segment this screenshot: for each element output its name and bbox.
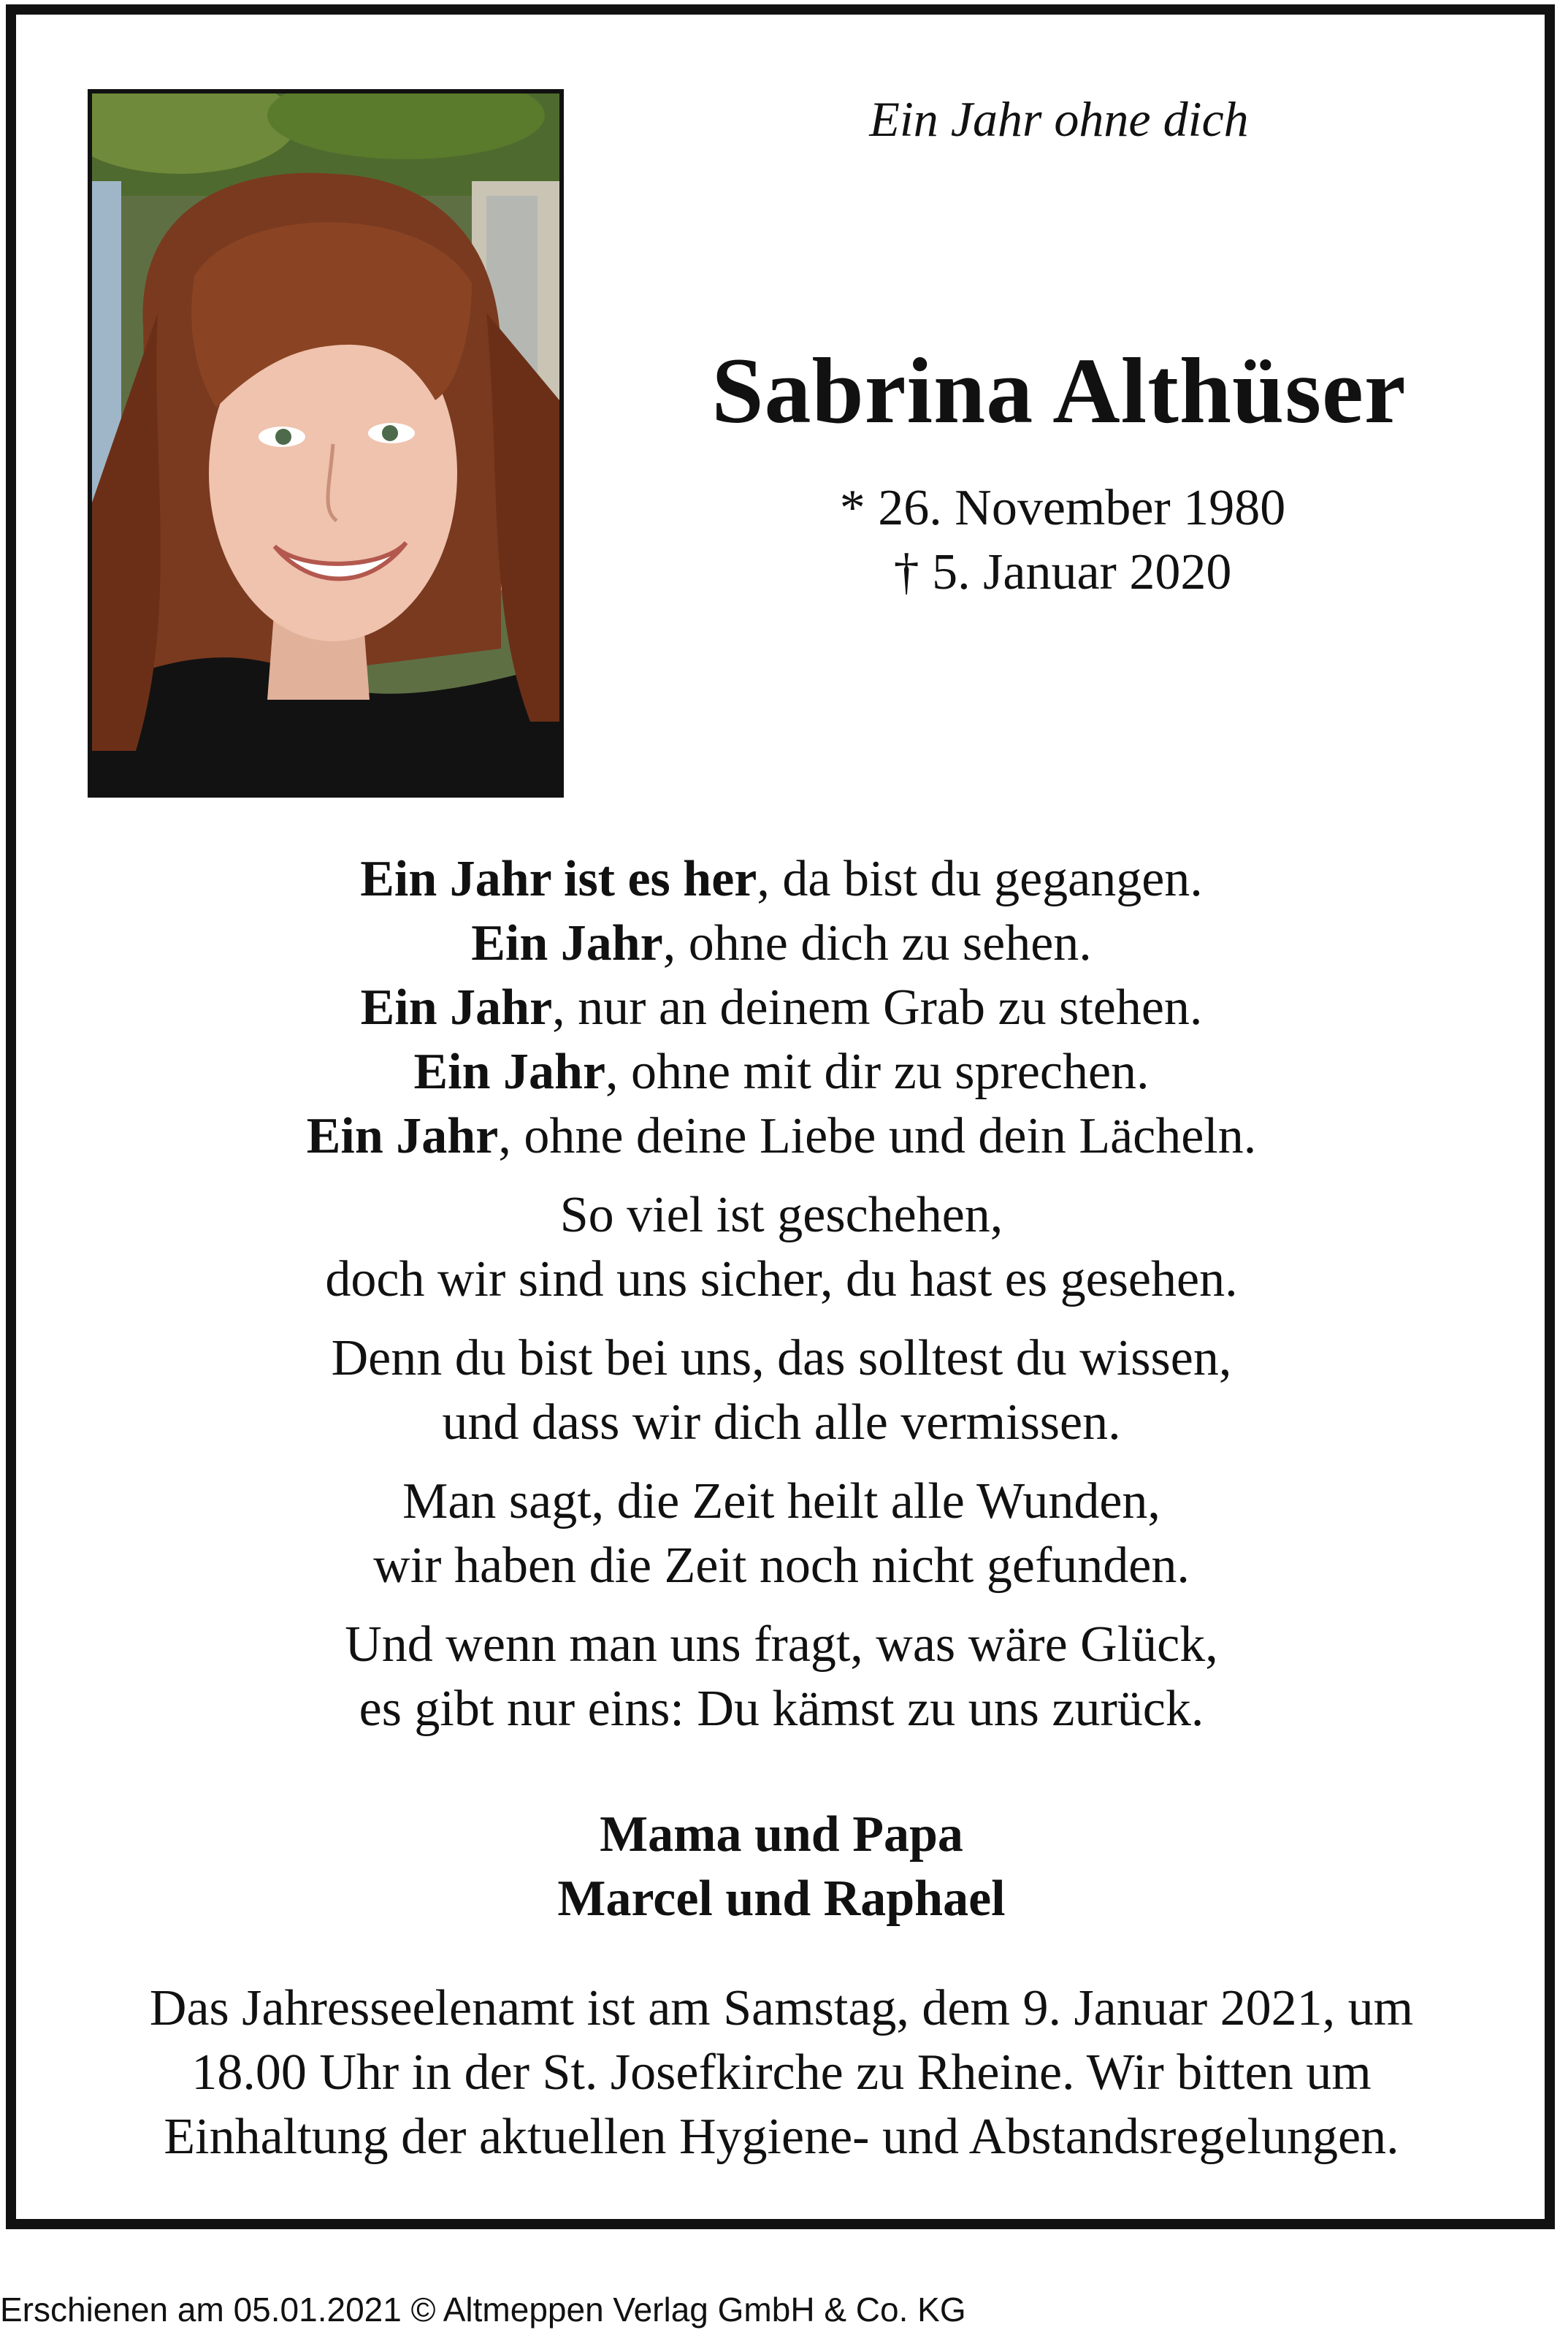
poem-line: es gibt nur eins: Du kämst zu uns zurück. bbox=[359, 1681, 1204, 1737]
poem-line bbox=[95, 912, 1468, 976]
poem-line: doch wir sind uns sicher, du hast es gesehen. bbox=[325, 1251, 1238, 1307]
notice-line: 18.00 Uhr in der St. Josefkirche zu Rheine. Wir bitten um bbox=[191, 2044, 1372, 2101]
birth-date: * 26. November 1980 bbox=[839, 480, 1286, 536]
poem-line bbox=[95, 1104, 1468, 1169]
poem-line-text: , da bist du gegangen. bbox=[757, 851, 1203, 907]
poem-line-emphasis: Ein Jahr bbox=[413, 1044, 606, 1100]
memorial-poem bbox=[95, 847, 1468, 1756]
deceased-name: Sabrina Althüser bbox=[711, 339, 1407, 443]
poem-line bbox=[95, 1040, 1468, 1104]
poem-line-emphasis: Ein Jahr bbox=[306, 1108, 499, 1164]
family-line-parents: Mama und Papa bbox=[600, 1806, 963, 1863]
notice-line: Einhaltung der aktuellen Hygiene- und Abstandsregelungen. bbox=[164, 2109, 1399, 2165]
family-line-siblings: Marcel und Raphael bbox=[557, 1871, 1006, 1927]
poem-stanza-4 bbox=[95, 1470, 1468, 1598]
poem-line: wir haben die Zeit noch nicht gefunden. bbox=[373, 1538, 1190, 1594]
poem-stanza-5 bbox=[95, 1613, 1468, 1741]
poem-line: Denn du bist bei uns, das solltest du wissen, bbox=[331, 1330, 1232, 1386]
portrait-image bbox=[92, 93, 559, 793]
poem-line-text: , ohne dich zu sehen. bbox=[662, 915, 1092, 971]
life-dates bbox=[730, 476, 1395, 605]
poem-line-text: , ohne deine Liebe und dein Lächeln. bbox=[498, 1108, 1257, 1164]
poem-line-emphasis: Ein Jahr bbox=[360, 979, 553, 1036]
poem-line-text: , ohne mit dir zu sprechen. bbox=[605, 1044, 1150, 1100]
notice-line: Das Jahresseelenamt ist am Samstag, dem 9. Januar 2021, um bbox=[149, 1980, 1414, 2036]
poem-line: Man sagt, die Zeit heilt alle Wunden, bbox=[402, 1473, 1160, 1529]
family-signature bbox=[219, 1803, 1344, 1931]
poem-line: und dass wir dich alle vermissen. bbox=[442, 1394, 1121, 1451]
death-date: † 5. Januar 2020 bbox=[893, 544, 1232, 600]
poem-line bbox=[95, 976, 1468, 1040]
poem-stanza-3 bbox=[95, 1326, 1468, 1455]
service-notice bbox=[73, 1976, 1490, 2169]
publication-footer: Erschienen am 05.01.2021 © Altmeppen Verlag GmbH & Co. KG bbox=[0, 2291, 966, 2329]
poem-line: So viel ist geschehen, bbox=[559, 1187, 1003, 1243]
poem-line: Und wenn man uns fragt, was wäre Glück, bbox=[345, 1616, 1218, 1673]
poem-stanza-1 bbox=[95, 847, 1468, 1169]
poem-line-text: , nur an deinem Grab zu stehen. bbox=[552, 979, 1203, 1036]
poem-line-emphasis: Ein Jahr bbox=[471, 915, 663, 971]
portrait-photo bbox=[88, 89, 564, 798]
headline: Ein Jahr ohne dich bbox=[869, 91, 1249, 147]
poem-stanza-2 bbox=[95, 1183, 1468, 1312]
poem-line-emphasis: Ein Jahr ist es her bbox=[360, 851, 757, 907]
poem-line bbox=[95, 847, 1468, 912]
